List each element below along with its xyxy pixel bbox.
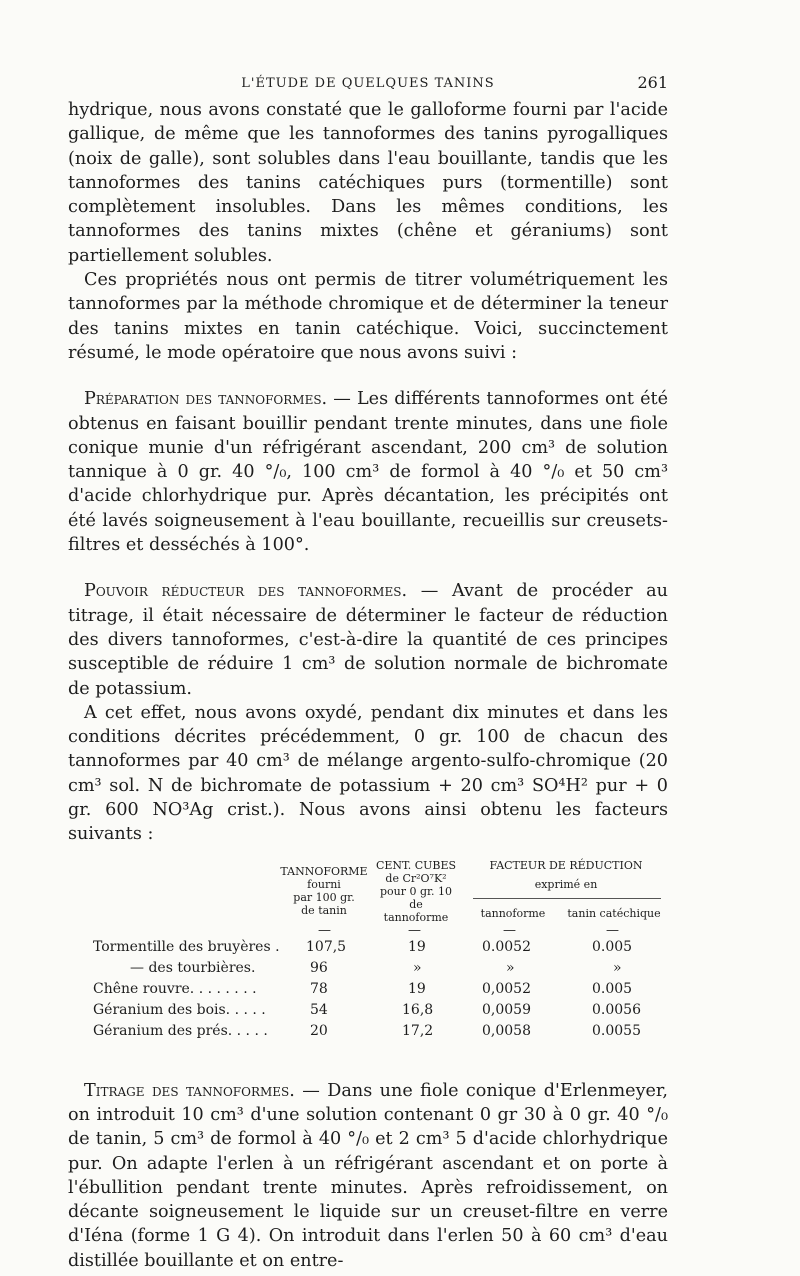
section-titrage [68, 1079, 668, 1273]
running-title: L'ÉTUDE DE QUELQUES TANINS [241, 76, 495, 91]
section-title-preparation: Préparation des tannoformes. [84, 389, 328, 410]
paragraph-1: hydrique, nous avons constaté que le galloforme fourni par l'acide gallique, de même que les tannoformes des tanins pyrogalliques (noix de galle), sont solubles dans l'eau bouillante, tandis que les tannoformes des tanins catéchiques purs (tormentille) sont complètement insolubles. Dans les mêmes conditions, les tannoformes des tanins mixtes (chêne et géraniums) sont partiellement solubles. [68, 100, 668, 266]
table-row: — des tourbières. 96 » » » [130, 959, 622, 976]
section-text-titrage: — Dans une fiole conique d'Erlenmeyer, on introduit 10 cm³ d'une solution contenant 0 gr 30 à 0 gr. 40 °/₀ de tanin, 5 cm³ de formol à 40 °/₀ et 2 cm³ 5 d'acide chlorhydrique pur. On adapte l'erlen à un réfrigérant ascendant et on porte à l'ébullition pendant trente minutes. Après refroidissement, on décante soigneusement le liquide sur un creuset-filtre en verre d'Iéna (forme 1 G 4). On introduit dans l'erlen 50 à 60 cm³ d'eau distillée bouillante et on entre- [68, 1080, 668, 1271]
table-header-cent-cubes: CENT. CUBES de Cr²O⁷K² pour 0 gr. 10 de tannoforme [375, 858, 457, 924]
paragraph-2: Ces propriétés nous ont permis de titrer volumétriquement les tannoformes par la méthode chromique et de déterminer la teneur des tanins mixtes en tanin catéchique. Voici, succinctement résumé, le mode opératoire que nous avons suivi : [68, 270, 668, 363]
section-text-pouvoir: — Avant de procéder au titrage, il était nécessaire de déterminer le facteur de réduction des divers tannoformes, c'est-à-dire la quantité de ces principes susceptible de réduire 1 cm³ de solution normale de bichromate de potassium. [68, 581, 668, 699]
reduction-table: TANNOFORME fourni par 100 gr. de tanin CENT. CUBES de Cr²O⁷K² pour 0 gr. 10 de tannoforme FACTEUR DE RÉDUCTION exprimé en tannoforme tanin catéchique — — — — Tormentille des bruyères . 107,5 19 0.0052 0.005 — des tourbières. 96 » » » Chêne rouvre. . . . . . . . 78 19 0,0052 0.005 Géranium des bois. . . . . 54 16,8 0,0059 0.0056 Géranium des prés. . . . . 20 17,2 0,0058 0.0055 [68, 863, 668, 1023]
section-pouvoir [68, 579, 668, 700]
page-number: 261 [637, 73, 668, 92]
table-row: Chêne rouvre. . . . . . . . 78 19 0,0052 0.005 [93, 980, 633, 997]
table-row: Géranium des bois. . . . . 54 16,8 0,0059 0.0056 [93, 1001, 641, 1018]
section-text-preparation: — Les différents tannoformes ont été obtenus en faisant bouillir pendant trente minutes, dans une fiole conique munie d'un réfrigérant ascendant, 200 cm³ de solution tannique à 0 gr. 40 °/₀, 100 cm³ de formol à 40 °/₀ et 50 cm³ d'acide chlorhydrique pur. Après décantation, les précipités ont été lavés soigneusement à l'eau bouillante, recueillis sur creusets-filtres et desséchés à 100°. [68, 389, 668, 556]
page [68, 70, 668, 1273]
section-preparation [68, 387, 668, 557]
page-header [68, 70, 668, 98]
table-row: Géranium des prés. . . . . 20 17,2 0,0058 0.0055 [93, 1022, 641, 1039]
section-title-pouvoir: Pouvoir réducteur des tannoformes. [84, 581, 408, 602]
table-header-facteur: FACTEUR DE RÉDUCTION exprimé en [489, 858, 643, 891]
paragraph-5: A cet effet, nous avons oxydé, pendant dix minutes et dans les conditions décrites précédemment, 0 gr. 100 de chacun des tannoformes par 40 cm³ de mélange argento-sulfo-chromique (20 cm³ sol. N de bichromate de potassium + 20 cm³ SO⁴H² pur + 0 gr. 600 NO³Ag crist.). Nous avons ainsi obtenu les facteurs suivants : [68, 702, 668, 845]
table-subheader-tannoforme: tannoforme [480, 906, 546, 920]
section-title-titrage: Titrage des tannoformes. [84, 1080, 295, 1101]
table-subheader-tanin: tanin catéchique [567, 906, 661, 920]
table-row: Tormentille des bruyères . 107,5 19 0.0052 0.005 [93, 938, 633, 955]
table-header-tannoforme: TANNOFORME fourni par 100 gr. de tanin [280, 864, 368, 917]
table-header-rule [473, 898, 661, 899]
